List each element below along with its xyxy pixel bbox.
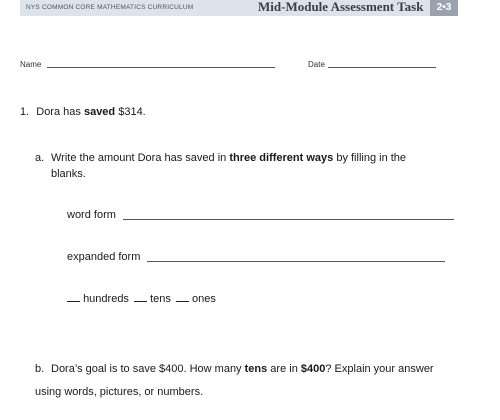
part-a-line1-bold: three different ways bbox=[229, 152, 334, 164]
word-form-label: word form bbox=[67, 209, 116, 221]
ones-blank[interactable] bbox=[176, 290, 189, 302]
date-field[interactable] bbox=[328, 67, 436, 68]
assessment-title: Mid-Module Assessment Task bbox=[258, 0, 424, 14]
part-b-bold-tens: tens bbox=[244, 363, 268, 375]
name-field[interactable] bbox=[47, 67, 275, 68]
module-badge: 2•3 bbox=[430, 0, 458, 16]
hundreds-blank[interactable] bbox=[67, 290, 80, 302]
question-1 bbox=[20, 104, 146, 120]
part-a-line1-after: by filling in the bbox=[333, 152, 407, 164]
expanded-form-answer-line[interactable] bbox=[147, 261, 445, 262]
curriculum-label: NYS COMMON CORE MATHEMATICS CURRICULUM bbox=[26, 4, 194, 11]
part-a-line2: blanks. bbox=[51, 168, 86, 180]
tens-label: tens bbox=[150, 293, 171, 305]
place-value-row bbox=[67, 290, 216, 307]
part-b-line1 bbox=[51, 361, 481, 377]
question-1-text-before: Dora has bbox=[36, 106, 84, 118]
date-label: Date bbox=[308, 60, 325, 69]
word-form-answer-line[interactable] bbox=[123, 219, 454, 220]
tens-blank[interactable] bbox=[134, 290, 147, 302]
part-a-letter: a. bbox=[35, 152, 45, 164]
expanded-form-label: expanded form bbox=[67, 251, 141, 263]
part-b-bold-amount: $400 bbox=[300, 363, 326, 375]
part-b-letter: b. bbox=[35, 363, 45, 375]
part-a-line1-before: Write the amount Dora has saved in bbox=[51, 152, 230, 164]
part-b-line2: using words, pictures, or numbers. bbox=[35, 386, 204, 398]
question-1-bold: saved bbox=[83, 106, 116, 118]
ones-label: ones bbox=[191, 293, 216, 305]
hundreds-label: hundreds bbox=[83, 293, 129, 305]
part-b-line1-a: Dora’s goal is to save $400. How many bbox=[51, 363, 245, 375]
question-1-text-after: $314. bbox=[115, 106, 146, 118]
part-b-line1-c: ? Explain your answer bbox=[325, 363, 434, 375]
part-b-line1-b: are in bbox=[267, 363, 301, 375]
name-label: Name bbox=[20, 60, 42, 69]
part-a-line1 bbox=[51, 150, 461, 166]
question-1-number: 1. bbox=[20, 106, 30, 118]
